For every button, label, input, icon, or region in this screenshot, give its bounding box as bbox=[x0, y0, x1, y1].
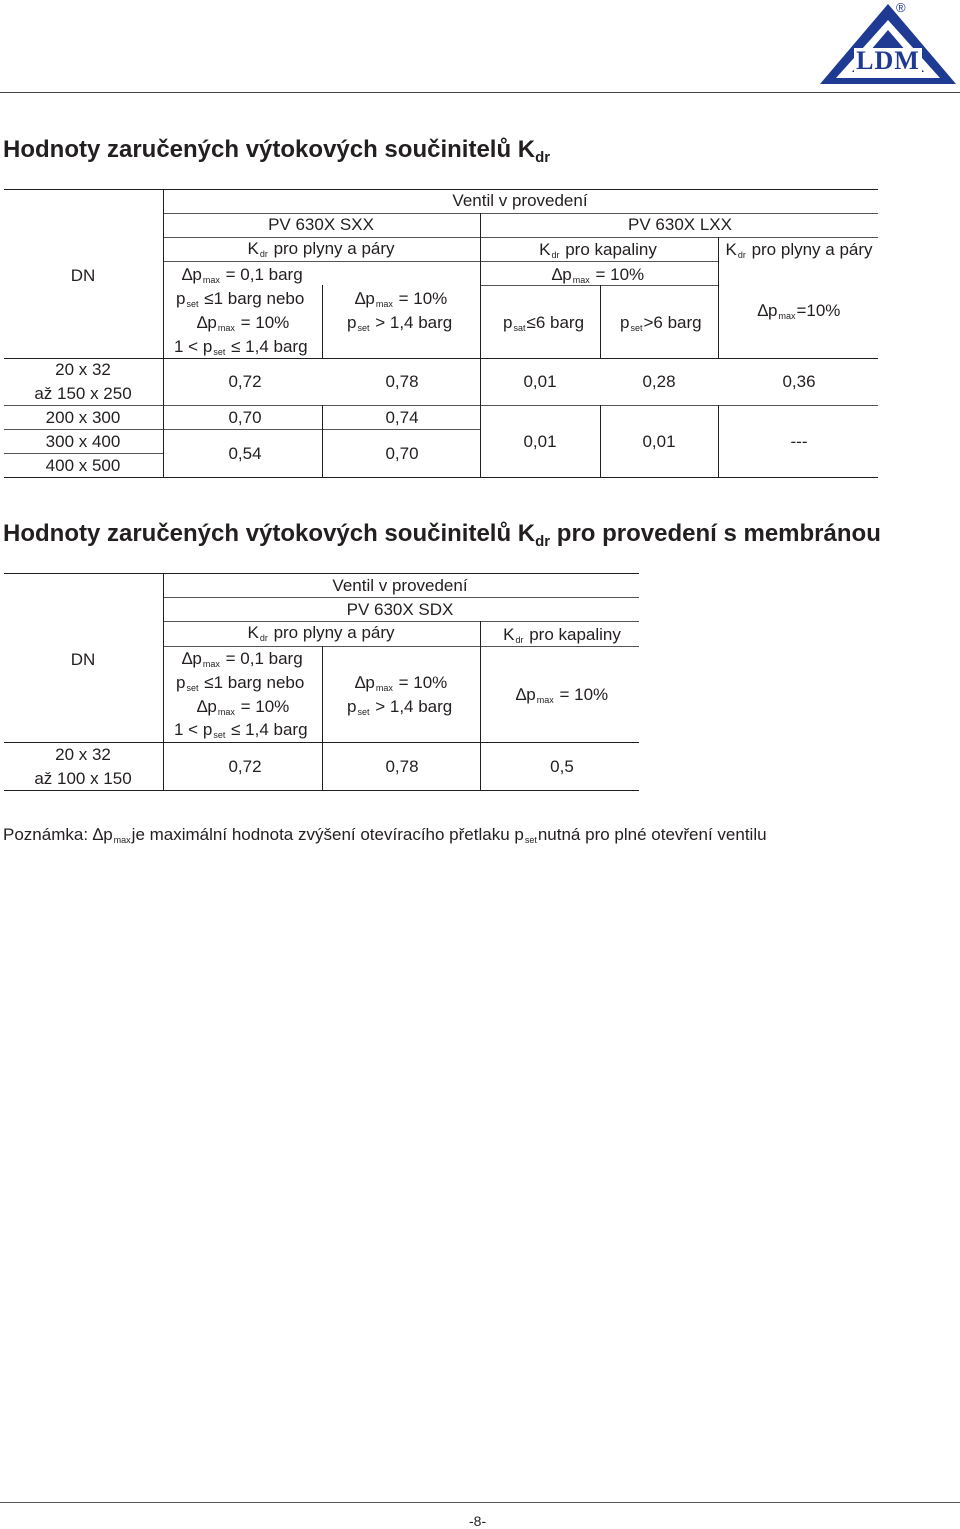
heading-1: Hodnoty zaručených výtokových součinitelů $K_{dr}$ bbox=[3, 136, 551, 166]
ldm-logo bbox=[818, 2, 958, 88]
t1-row1-v4: 0,28 bbox=[642, 372, 676, 391]
t1-row1-v1: 0,72 bbox=[228, 372, 262, 391]
t2-dn-header: DN bbox=[70, 650, 96, 669]
t1-cond-liq: $\Delta p_{max} = 10\%$ bbox=[551, 265, 645, 285]
t1-merged-a: 0,54 bbox=[228, 444, 262, 463]
page-number: -8- bbox=[469, 1513, 487, 1529]
t1-row3-dn: 300 x 400 bbox=[45, 432, 121, 451]
t1-cond-le6: $p_{sat}\le 6$ barg bbox=[503, 313, 585, 333]
t2-row-v3: 0,5 bbox=[550, 757, 574, 776]
t2-cond-a2: $p_{set} \le 1$ barg nebo bbox=[176, 673, 305, 693]
t2-cond-a3: $\Delta p_{max} = 10\%$ bbox=[197, 697, 290, 717]
t1-ventil-header: Ventil v provedení bbox=[452, 191, 588, 210]
t2-kdr-gas: $K_{dr}$ pro plyny a páry bbox=[247, 623, 395, 643]
t1-model-lxx: PV 630X LXX bbox=[628, 215, 732, 234]
t1-row2-dn: 200 x 300 bbox=[45, 408, 121, 427]
t2-cond-b1: $\Delta p_{max} = 10\%$ bbox=[355, 673, 448, 693]
t1-row1-v2: 0,78 bbox=[385, 372, 419, 391]
t2-cond-b2: $p_{set} > 1,4$ barg bbox=[347, 697, 453, 717]
footer-rule bbox=[0, 1502, 960, 1503]
t1-row2-v2: 0,74 bbox=[385, 408, 419, 427]
t1-cond-gt6: $p_{set}>6$ barg bbox=[620, 313, 702, 333]
t1-kdr-gas-sxx: $K_{dr}$ pro plyny a páry bbox=[247, 239, 395, 259]
t1-cond-a3: $\Delta p_{max} = 10\%$ bbox=[197, 313, 290, 333]
t2-kdr-liq: $K_{dr}$ pro kapaliny bbox=[503, 625, 621, 645]
t1-cond-gas-lxx: $\Delta p_{max}=10\%$ bbox=[757, 301, 841, 321]
t2-cond-a4: $1 < p_{set} \le 1,4$ barg bbox=[174, 720, 308, 740]
t1-row1-v5: 0,36 bbox=[782, 372, 816, 391]
header-rule bbox=[0, 92, 960, 93]
t1-cond-b2: $p_{set} > 1,4$ barg bbox=[347, 313, 453, 333]
heading-2: Hodnoty zaručených výtokových součinitelů $K_{dr}$ pro provedení s membránou bbox=[3, 520, 881, 550]
t1-cond-a2: $p_{set} \le 1$ barg nebo bbox=[176, 289, 305, 309]
t1-row1-dn2: až 150 x 250 bbox=[34, 384, 132, 403]
t1-merged-e: --- bbox=[790, 432, 808, 451]
t2-model: PV 630X SDX bbox=[346, 600, 454, 619]
t1-cond-a1: $\Delta p_{max} = 0,1$ barg bbox=[182, 265, 303, 285]
t2-cond-liq: $\Delta p_{max} = 10\%$ bbox=[515, 685, 609, 705]
t1-kdr-liq: $K_{dr}$ pro kapaliny bbox=[539, 240, 657, 260]
t2-row-v2: 0,78 bbox=[385, 757, 419, 776]
t1-merged-c: 0,01 bbox=[523, 432, 557, 451]
registered-mark: ® bbox=[896, 0, 906, 15]
t1-cond-a4: $1 < p_{set} \le 1,4$ barg bbox=[174, 337, 308, 357]
t1-dn-header: DN bbox=[70, 266, 96, 285]
t1-kdr-gas-lxx: $K_{dr}$ pro plyny a páry bbox=[725, 240, 873, 260]
t1-row4-dn: 400 x 500 bbox=[45, 456, 121, 475]
t1-row1-dn1: 20 x 32 bbox=[55, 360, 111, 379]
note: Poznámka: $\Delta p_{max}je$ maximální hodnota zvýšení otevíracího přetlaku $p_{set}nutná$ pro plné otevření ventilu bbox=[3, 825, 767, 845]
t1-row1-v3: 0,01 bbox=[523, 372, 557, 391]
t1-row2-v1: 0,70 bbox=[228, 408, 262, 427]
t2-cond-a1: $\Delta p_{max} = 0,1$ barg bbox=[182, 649, 303, 669]
t2-row-v1: 0,72 bbox=[228, 757, 262, 776]
t1-merged-d: 0,01 bbox=[642, 432, 676, 451]
t2-ventil-header: Ventil v provedení bbox=[332, 576, 468, 595]
t2-row-dn1: 20 x 32 bbox=[55, 745, 111, 764]
t2-row-dn2: až 100 x 150 bbox=[34, 769, 132, 788]
logo-text: LDM bbox=[856, 46, 920, 75]
t1-merged-b: 0,70 bbox=[385, 444, 419, 463]
t1-model-sxx: PV 630X SXX bbox=[268, 215, 374, 234]
t1-cond-b1: $\Delta p_{max} = 10\%$ bbox=[355, 289, 448, 309]
